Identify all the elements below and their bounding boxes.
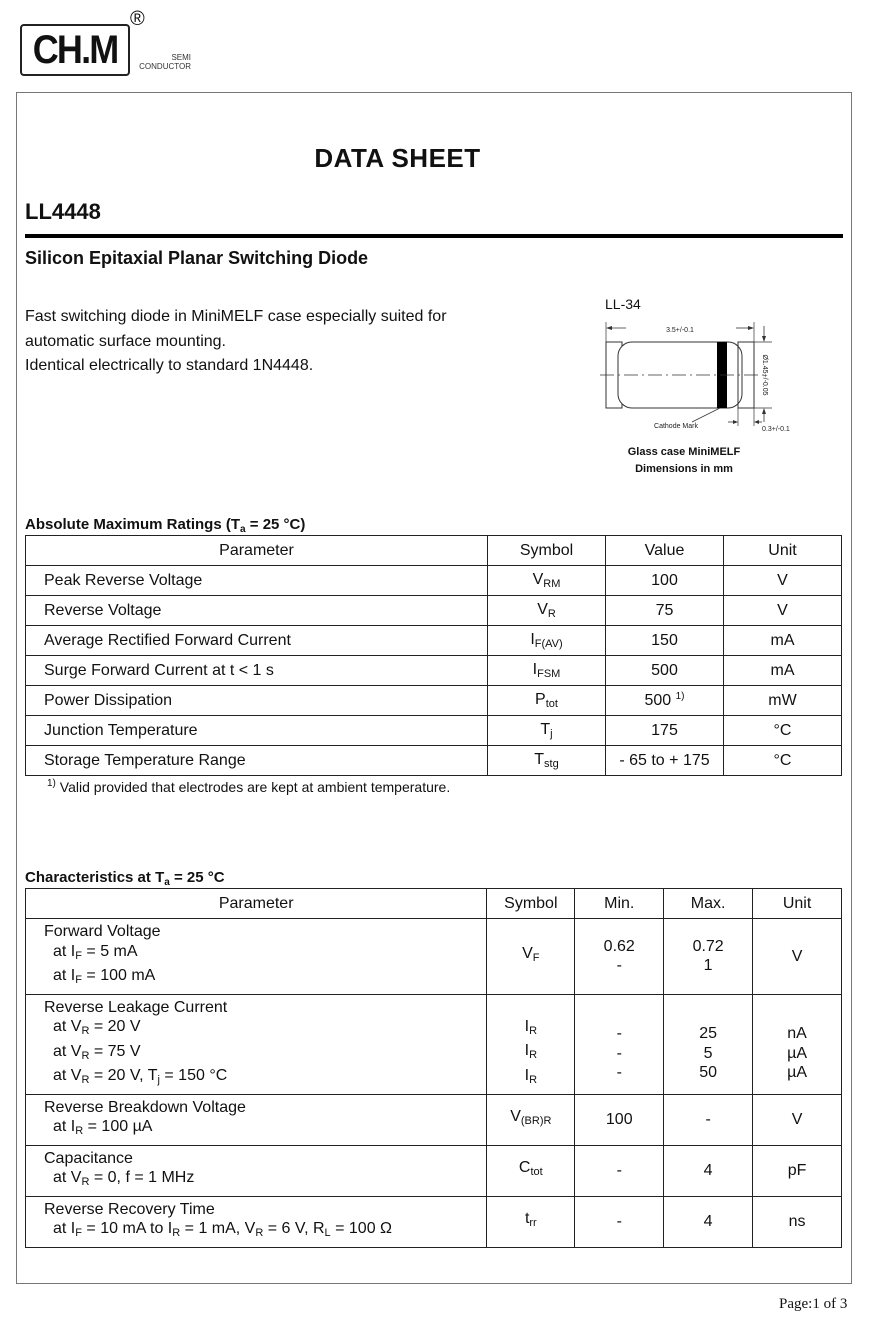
symbol-sub: R	[547, 608, 556, 620]
table-header-row	[26, 889, 842, 919]
cond-text: = 1 mA, V	[180, 1220, 256, 1237]
col-header: Unit	[753, 889, 842, 919]
symbol-cell	[488, 656, 606, 686]
abs-max-table	[25, 535, 842, 776]
symbol: V	[537, 601, 548, 618]
cond-text: at V	[53, 1018, 82, 1035]
package-name: LL-34	[605, 296, 641, 312]
min-cell: -	[575, 1145, 664, 1196]
value-cell	[606, 746, 724, 776]
symbol-sub: R	[529, 1073, 538, 1086]
value: 500	[644, 692, 676, 709]
cond-text: at I	[53, 1118, 76, 1135]
part-number: LL4448	[25, 199, 101, 224]
symbol-cell	[488, 716, 606, 746]
value-cell	[606, 626, 724, 656]
parameter-name: Reverse Breakdown Voltage	[44, 1098, 246, 1116]
value: 500	[651, 662, 678, 679]
min-cell	[575, 919, 664, 995]
symbol-sub: F	[532, 952, 540, 964]
symbol-sub: j	[550, 728, 553, 740]
max-value: 0.72	[692, 937, 724, 955]
cond-text: = 100 Ω	[330, 1220, 392, 1237]
title-sub: a	[240, 524, 246, 535]
product-description	[25, 305, 447, 379]
cond-sub: R	[81, 1049, 90, 1062]
cond-text: = 20 V, T	[89, 1067, 158, 1084]
table-row	[26, 716, 842, 746]
min-value: -	[616, 957, 622, 975]
parameter-name: Reverse Leakage Current	[44, 998, 228, 1016]
min-cell: 100	[575, 1094, 664, 1145]
cond-sub: R	[81, 1176, 90, 1188]
document-subtitle: Silicon Epitaxial Planar Switching Diode	[25, 248, 369, 268]
min-value: -	[616, 1044, 622, 1062]
min-cell	[575, 994, 664, 1094]
registered-mark: ®	[130, 8, 145, 30]
unit-cell: pF	[753, 1145, 842, 1196]
symbol-cell	[488, 746, 606, 776]
max-value: 50	[699, 1064, 718, 1082]
symbol-sub: stg	[544, 758, 559, 770]
title-text: Absolute Maximum Ratings (T	[25, 516, 241, 533]
parameter-cell: Average Rectified Forward Current	[26, 626, 488, 656]
unit-value: µA	[787, 1044, 807, 1062]
cathode-mark-label: Cathode Mark	[654, 423, 698, 430]
symbol-sub: (BR)R	[520, 1115, 552, 1128]
cap-dimension: 0.3+/-0.1	[762, 426, 790, 433]
title-text: = 25 °C)	[245, 516, 306, 533]
parameter-cell	[26, 994, 487, 1094]
symbol-sub: tot	[545, 698, 558, 710]
symbol: P	[535, 691, 546, 708]
min-value: 0.62	[603, 937, 635, 955]
characteristics-title	[25, 869, 225, 888]
symbol-cell	[487, 1094, 575, 1145]
max-cell: -	[664, 1094, 753, 1145]
table-row	[26, 656, 842, 686]
value: 175	[651, 722, 678, 739]
symbol: V	[522, 945, 533, 962]
description-line: Fast switching diode in MiniMELF case especially suited for	[25, 308, 447, 325]
cond-text: at V	[53, 1067, 82, 1084]
max-cell: 4	[664, 1145, 753, 1196]
unit-cell: V	[724, 596, 842, 626]
parameter-cell: Peak Reverse Voltage	[26, 566, 488, 596]
value-cell	[606, 656, 724, 686]
symbol-sub: RM	[543, 578, 561, 590]
symbol: T	[540, 721, 551, 738]
parameter-cell: Junction Temperature	[26, 716, 488, 746]
logo-subtitle-line: CONDUCTOR	[139, 62, 191, 71]
value-cell	[606, 596, 724, 626]
unit-cell: mW	[724, 686, 842, 716]
length-dimension: 3.5+/-0.1	[666, 327, 694, 334]
cond-sub: R	[81, 1025, 90, 1037]
package-drawing	[596, 296, 816, 486]
unit-cell	[753, 994, 842, 1094]
cond-sub: R	[172, 1227, 181, 1239]
cond-text: = 150 °C	[159, 1067, 228, 1084]
parameter-cell	[26, 1145, 487, 1196]
condition	[44, 966, 486, 991]
unit-cell: °C	[724, 716, 842, 746]
min-value: -	[616, 1025, 622, 1043]
symbol-line	[487, 1066, 574, 1091]
cond-sub: R	[255, 1227, 264, 1239]
cond-text: at I	[53, 942, 76, 960]
parameter-cell: Power Dissipation	[26, 686, 488, 716]
parameter-cell	[26, 1094, 487, 1145]
symbol-line	[487, 1017, 574, 1042]
parameter-cell	[26, 1196, 487, 1247]
cond-text: at V	[53, 1042, 82, 1060]
max-value: 1	[703, 957, 713, 975]
cond-sub: L	[324, 1227, 331, 1239]
symbol: I	[524, 1042, 530, 1060]
company-logo	[20, 8, 210, 78]
col-header: Parameter	[26, 889, 487, 919]
footnote	[47, 778, 450, 795]
unit-cell: ns	[753, 1196, 842, 1247]
logo-box	[20, 24, 130, 76]
footnote-text: Valid provided that electrodes are kept at ambient temperature.	[55, 779, 451, 795]
parameter-cell: Storage Temperature Range	[26, 746, 488, 776]
unit-value: nA	[787, 1025, 807, 1043]
cond-text: = 100 mA	[81, 967, 156, 984]
symbol: I	[532, 661, 538, 678]
symbol-cell	[488, 686, 606, 716]
description-line: Identical electrically to standard 1N4448.	[25, 357, 314, 374]
symbol-line	[487, 1041, 574, 1066]
unit-cell: V	[724, 566, 842, 596]
symbol-cell	[488, 596, 606, 626]
table-row	[26, 686, 842, 716]
parameter-cell: Reverse Voltage	[26, 596, 488, 626]
value: - 65 to + 175	[619, 752, 710, 769]
cond-sub: F	[75, 974, 82, 986]
parameter-cell	[26, 919, 487, 995]
table-row	[26, 566, 842, 596]
col-header: Symbol	[487, 889, 575, 919]
symbol-sub: F(AV)	[534, 638, 563, 650]
cond-text: = 100 µA	[83, 1118, 153, 1135]
condition	[44, 1168, 486, 1193]
symbol-sub: rr	[529, 1217, 537, 1230]
logo-text: CH.M	[32, 27, 118, 72]
symbol-cell	[487, 919, 575, 995]
col-header: Min.	[575, 889, 664, 919]
max-cell	[664, 919, 753, 995]
table-row	[26, 994, 842, 1094]
condition	[44, 1066, 486, 1091]
cond-text: at I	[53, 967, 76, 984]
document-title: DATA SHEET	[314, 143, 481, 173]
symbol-cell	[488, 566, 606, 596]
value-sup: 1)	[675, 691, 685, 702]
symbol-sub: tot	[530, 1166, 543, 1179]
symbol: t	[524, 1210, 530, 1228]
table-row	[26, 1145, 842, 1196]
unit-cell: °C	[724, 746, 842, 776]
table-row	[26, 1094, 842, 1145]
cond-sub: F	[75, 1227, 82, 1239]
symbol: V	[510, 1108, 521, 1126]
min-cell: -	[575, 1196, 664, 1247]
col-header: Symbol	[488, 536, 606, 566]
symbol: I	[524, 1017, 530, 1035]
cond-text: = 75 V	[89, 1042, 141, 1060]
cond-text: = 6 V, R	[263, 1220, 325, 1237]
symbol: T	[534, 751, 545, 768]
package-outline-diagram	[596, 318, 816, 463]
package-caption	[596, 444, 772, 478]
min-value: -	[616, 1064, 622, 1082]
table-row	[26, 746, 842, 776]
unit-cell: V	[753, 919, 842, 995]
table-header-row	[26, 536, 842, 566]
max-value: 25	[699, 1025, 718, 1043]
symbol-sub: R	[529, 1049, 538, 1062]
heading-divider	[25, 234, 843, 238]
cond-text: = 20 V	[89, 1018, 141, 1035]
page-number: Page:1 of 3	[779, 1296, 848, 1312]
symbol: I	[530, 631, 535, 648]
symbol: V	[532, 571, 544, 588]
caption-line: Dimensions in mm	[635, 463, 733, 475]
value: 100	[651, 572, 678, 589]
parameter-name: Forward Voltage	[44, 923, 161, 940]
diameter-dimension: Ø1.45+/-0.05	[761, 354, 768, 396]
value-cell	[606, 716, 724, 746]
cond-text: at I	[53, 1220, 76, 1237]
symbol-cell	[487, 994, 575, 1094]
footnote-mark: 1)	[47, 778, 56, 789]
max-cell	[664, 994, 753, 1094]
cond-sub: R	[75, 1125, 84, 1137]
title-text: = 25 °C	[169, 869, 225, 886]
unit-cell: mA	[724, 626, 842, 656]
parameter-cell: Surge Forward Current at t < 1 s	[26, 656, 488, 686]
cond-sub: F	[75, 949, 82, 962]
parameter-name: Capacitance	[44, 1149, 133, 1167]
table-row	[26, 596, 842, 626]
cond-text: = 0, f = 1 MHz	[89, 1169, 195, 1186]
value-cell	[606, 566, 724, 596]
title-sub: a	[164, 877, 170, 888]
value: 150	[651, 632, 678, 649]
logo-subtitle	[135, 53, 191, 71]
table-row	[26, 1196, 842, 1247]
cond-sub: j	[157, 1074, 160, 1086]
unit-value: µA	[787, 1064, 807, 1082]
symbol-cell	[488, 626, 606, 656]
symbol-sub: R	[529, 1024, 538, 1037]
symbol: C	[518, 1159, 531, 1177]
unit-cell: mA	[724, 656, 842, 686]
col-header: Unit	[724, 536, 842, 566]
caption-line: Glass case MiniMELF	[627, 446, 741, 458]
cond-sub: R	[81, 1074, 90, 1086]
max-cell: 4	[664, 1196, 753, 1247]
parameter-name: Reverse Recovery Time	[44, 1200, 215, 1218]
symbol-sub: FSM	[537, 668, 561, 680]
max-value: 5	[703, 1044, 713, 1062]
condition	[44, 1042, 486, 1067]
logo-subtitle-line: SEMI	[171, 53, 191, 62]
col-header: Max.	[664, 889, 753, 919]
cond-text: = 5 mA	[81, 942, 138, 960]
table-row	[26, 919, 842, 995]
symbol-cell	[487, 1196, 575, 1247]
col-header: Parameter	[26, 536, 488, 566]
cond-text: = 10 mA to I	[81, 1220, 173, 1237]
table-row	[26, 626, 842, 656]
characteristics-table	[25, 888, 842, 1248]
symbol: I	[524, 1066, 530, 1084]
condition	[44, 1117, 486, 1142]
symbol-cell	[487, 1145, 575, 1196]
condition	[44, 1219, 486, 1244]
value: 75	[655, 602, 674, 619]
title-text: Characteristics at T	[25, 869, 165, 886]
col-header: Value	[606, 536, 724, 566]
condition	[44, 1017, 486, 1042]
cond-text: at V	[53, 1169, 82, 1186]
description-line: automatic surface mounting.	[25, 332, 226, 350]
condition	[44, 942, 486, 967]
abs-max-title	[25, 516, 305, 535]
value-cell	[606, 686, 724, 716]
unit-cell: V	[753, 1094, 842, 1145]
